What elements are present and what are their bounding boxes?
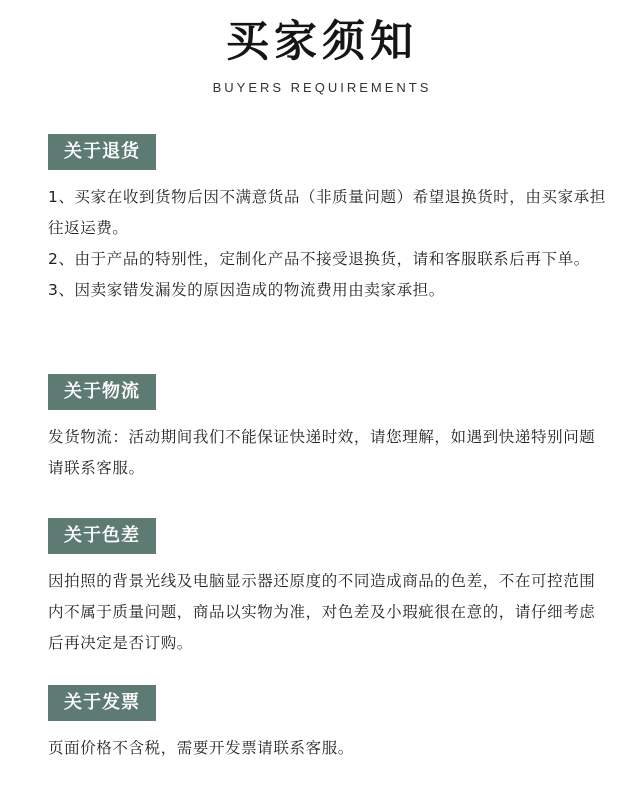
section-body-color-difference bbox=[48, 566, 608, 659]
section-heading-logistics: 关于物流 bbox=[48, 374, 156, 410]
section-body-returns bbox=[48, 182, 608, 306]
section-heading-invoice: 关于发票 bbox=[48, 685, 156, 721]
returns-rule-1: 1、买家在收到货物后因不满意货品（非质量问题）希望退换货时，由买家承担往返运费。 bbox=[48, 188, 606, 237]
color-difference-text: 因拍照的背景光线及电脑显示器还原度的不同造成商品的色差，不在可控范围内不属于质量问题，商品以实物为准，对色差及小瑕疵很在意的，请仔细考虑后再决定是否订购。 bbox=[48, 572, 596, 652]
section-logistics bbox=[48, 374, 608, 484]
returns-rule-2: 2、由于产品的特别性，定制化产品不接受退换货，请和客服联系后再下单。 bbox=[48, 250, 590, 268]
section-body-invoice bbox=[48, 733, 608, 764]
returns-rule-3: 3、因卖家错发漏发的原因造成的物流费用由卖家承担。 bbox=[48, 281, 445, 299]
section-heading-returns: 关于退货 bbox=[48, 134, 156, 170]
page-title: 买家须知 bbox=[226, 17, 418, 67]
page-subtitle: BUYERS REQUIREMENTS bbox=[212, 80, 432, 95]
page-header bbox=[0, 14, 644, 95]
section-heading-color-difference: 关于色差 bbox=[48, 518, 156, 554]
invoice-text: 页面价格不含税，需要开发票请联系客服。 bbox=[48, 739, 354, 757]
section-returns bbox=[48, 134, 608, 306]
section-color-difference bbox=[48, 518, 608, 659]
logistics-text: 发货物流：活动期间我们不能保证快递时效，请您理解，如遇到快递特别问题请联系客服。 bbox=[48, 428, 596, 477]
section-body-logistics bbox=[48, 422, 608, 484]
section-invoice bbox=[48, 685, 608, 764]
